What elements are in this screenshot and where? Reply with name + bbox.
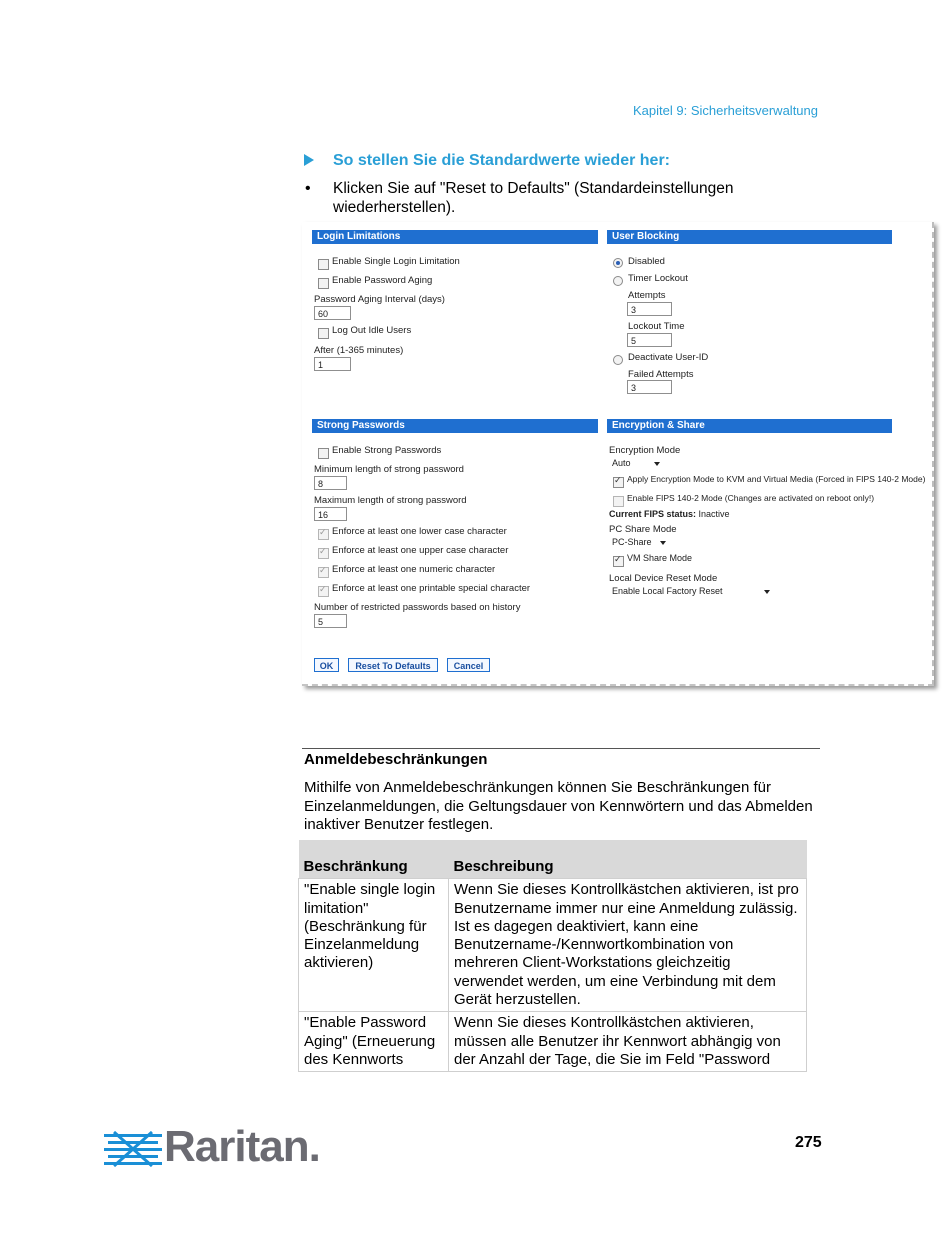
encryption-share-heading: Encryption & Share: [607, 419, 892, 433]
lockout-time-label: Lockout Time: [628, 321, 685, 332]
numeric-checkbox[interactable]: [318, 567, 329, 578]
table-cell: Wenn Sie dieses Kontrollkästchen aktivieren, müssen alle Benutzer ihr Kennwort abhängig von der Anzahl der Tage, die Sie im Feld "Password: [449, 1012, 807, 1072]
strong-passwords-label: Enable Strong Passwords: [332, 445, 442, 456]
after-minutes-label: After (1-365 minutes): [314, 345, 404, 356]
user-blocking-heading: User Blocking: [607, 230, 892, 244]
fips-status: [609, 509, 730, 519]
reset-mode-label: Local Device Reset Mode: [609, 573, 718, 584]
password-aging-label: Enable Password Aging: [332, 275, 433, 286]
strong-passwords-checkbox[interactable]: [318, 448, 329, 459]
encryption-mode-select[interactable]: [612, 457, 662, 469]
after-minutes-input[interactable]: 1: [314, 357, 351, 371]
procedure-title: So stellen Sie die Standardwerte wieder her:: [333, 152, 670, 169]
disabled-label: Disabled: [628, 256, 665, 267]
failed-attempts-label: Failed Attempts: [628, 369, 694, 380]
table-cell: "Enable Password Aging" (Erneuerung des Kennworts: [299, 1012, 449, 1072]
section-title: Anmeldebeschränkungen: [304, 751, 488, 768]
fips-status-label: Current FIPS status:: [609, 509, 697, 519]
ok-button[interactable]: OK: [314, 658, 339, 672]
logout-idle-label: Log Out Idle Users: [332, 325, 412, 336]
fips-label: Enable FIPS 140-2 Mode (Changes are activated on reboot only!): [627, 493, 875, 503]
attempts-label: Attempts: [628, 290, 666, 301]
attempts-input[interactable]: 3: [627, 302, 672, 316]
fips-checkbox[interactable]: [613, 496, 624, 507]
reset-mode-value: Enable Local Factory Reset: [612, 586, 723, 596]
chapter-header: Kapitel 9: Sicherheitsverwaltung: [633, 103, 818, 118]
timer-lockout-label: Timer Lockout: [628, 273, 688, 284]
aging-interval-input[interactable]: 60: [314, 306, 351, 320]
upper-case-label: Enforce at least one upper case character: [332, 545, 509, 556]
procedure-step: Klicken Sie auf "Reset to Defaults" (Standardeinstellungen wiederherstellen).: [333, 180, 734, 216]
table-header: Beschreibung: [449, 840, 807, 879]
deactivate-user-radio[interactable]: [613, 355, 623, 365]
max-length-input[interactable]: 16: [314, 507, 347, 521]
max-length-label: Maximum length of strong password: [314, 495, 467, 506]
lower-case-checkbox[interactable]: [318, 529, 329, 540]
history-input[interactable]: 5: [314, 614, 347, 628]
table-cell: Wenn Sie dieses Kontrollkästchen aktivieren, ist pro Benutzername immer nur eine Anmeldung zulässig. Ist es dagegen deaktiviert, kann eine Benutzername-/Kennwortkombination von mehreren Client-Workstations gleichzeitig verwendet werden, um eine Verbindung mit dem Gerät herzustellen.: [449, 879, 807, 1012]
chevron-down-icon: [654, 462, 660, 466]
pc-share-value: PC-Share: [612, 537, 652, 547]
table-cell: "Enable single login limitation" (Beschränkung für Einzelanmeldung aktivieren): [299, 879, 449, 1012]
pc-share-label: PC Share Mode: [609, 524, 677, 535]
settings-screenshot: [302, 222, 934, 686]
pc-share-select[interactable]: [612, 536, 668, 548]
chevron-down-icon: [660, 541, 666, 545]
table-row: [299, 879, 807, 1012]
deactivate-user-label: Deactivate User-ID: [628, 352, 709, 363]
lower-case-label: Enforce at least one lower case character: [332, 526, 507, 537]
table-row: [299, 1012, 807, 1072]
special-char-label: Enforce at least one printable special character: [332, 583, 531, 594]
fips-status-value: Inactive: [698, 509, 730, 519]
apply-encryption-label: Apply Encryption Mode to KVM and Virtual Media (Forced in FIPS 140-2 Mode): [627, 474, 926, 484]
encryption-mode-value: Auto: [612, 458, 631, 468]
login-limitations-heading: Login Limitations: [312, 230, 598, 244]
page-number: 275: [795, 1134, 822, 1151]
brand-name: Raritan.: [164, 1122, 320, 1171]
disabled-radio[interactable]: [613, 258, 623, 268]
history-label: Number of restricted passwords based on history: [314, 602, 521, 613]
strong-passwords-heading: Strong Passwords: [312, 419, 598, 433]
bullet-icon: •: [305, 180, 311, 197]
table-header: Beschränkung: [299, 840, 449, 879]
upper-case-checkbox[interactable]: [318, 548, 329, 559]
cancel-button[interactable]: Cancel: [447, 658, 490, 672]
logout-idle-checkbox[interactable]: [318, 328, 329, 339]
encryption-mode-label: Encryption Mode: [609, 445, 681, 456]
table-header-row: [299, 840, 807, 879]
lockout-time-input[interactable]: 5: [627, 333, 672, 347]
raritan-logo-icon: [104, 1130, 162, 1168]
chevron-down-icon: [764, 590, 770, 594]
vm-share-checkbox[interactable]: [613, 556, 624, 567]
timer-lockout-radio[interactable]: [613, 276, 623, 286]
apply-encryption-checkbox[interactable]: [613, 477, 624, 488]
min-length-label: Minimum length of strong password: [314, 464, 464, 475]
vm-share-label: VM Share Mode: [627, 553, 693, 563]
restrictions-table: [298, 840, 807, 1072]
single-login-checkbox[interactable]: [318, 259, 329, 270]
min-length-input[interactable]: 8: [314, 476, 347, 490]
password-aging-checkbox[interactable]: [318, 278, 329, 289]
special-char-checkbox[interactable]: [318, 586, 329, 597]
procedure-arrow-icon: [304, 154, 314, 166]
single-login-label: Enable Single Login Limitation: [332, 256, 460, 267]
failed-attempts-input[interactable]: 3: [627, 380, 672, 394]
reset-to-defaults-button[interactable]: Reset To Defaults: [348, 658, 438, 672]
reset-mode-select[interactable]: [612, 585, 772, 597]
section-description: Mithilfe von Anmeldebeschränkungen können Sie Beschränkungen für Einzelanmeldungen, die Geltungsdauer von Kennwörtern und das Abmelden inaktiver Benutzer festlegen.: [304, 779, 813, 833]
section-divider: [302, 748, 820, 749]
aging-interval-label: Password Aging Interval (days): [314, 294, 445, 305]
numeric-label: Enforce at least one numeric character: [332, 564, 496, 575]
